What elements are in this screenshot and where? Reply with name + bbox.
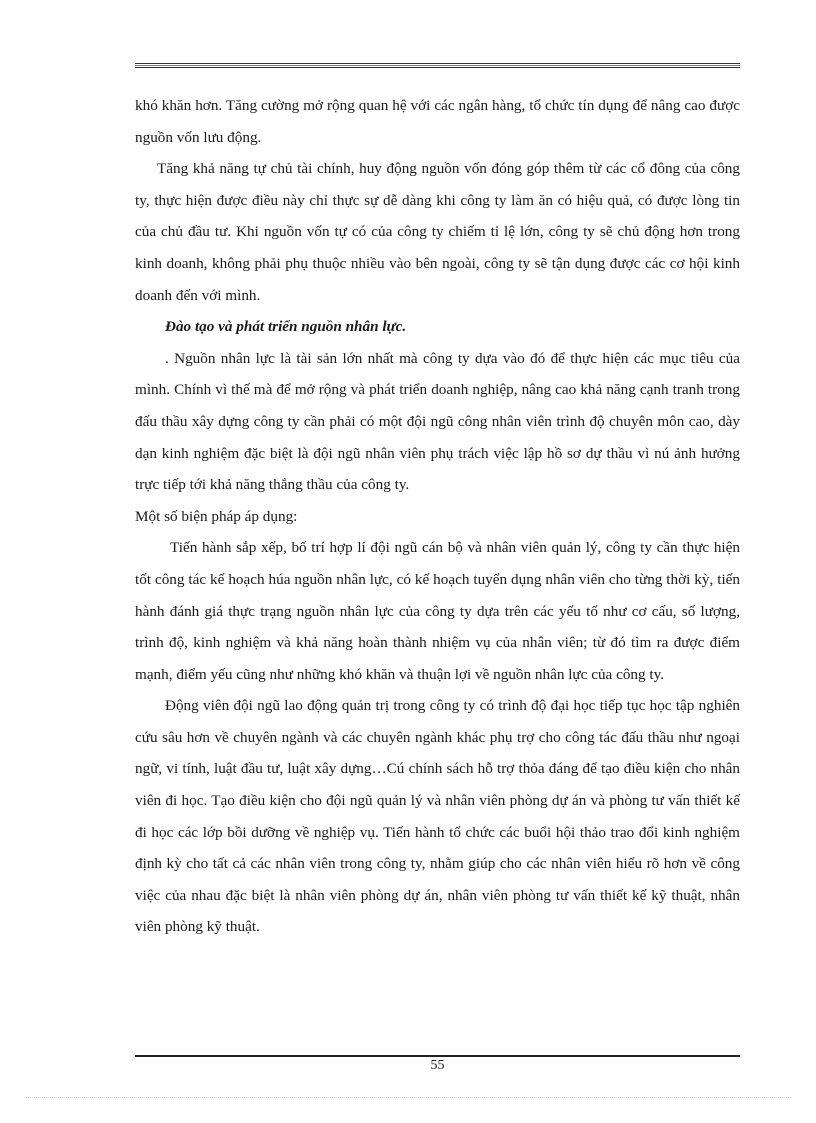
- page-body: [135, 90, 740, 943]
- paragraph-financial-autonomy: Tăng khả năng tự chủ tài chính, huy động nguồn vốn đóng góp thêm từ các cổ đông của công ty, thực hiện được điều này chỉ thực sự dễ dàng khi công ty làm ăn có hiệu quả, có được lòng tin của chủ đầu tư. Khi nguồn vốn tự có của công ty chiếm tỉ lệ lớn, công ty sẽ chủ động hơn trong kinh doanh, không phải phụ thuộc nhiều vào bên ngoài, công ty sẽ tận dụng được các cơ hội kinh doanh đến với mình.: [135, 160, 740, 304]
- section-heading-training: Đào tạo và phát triển nguồn nhân lực.: [165, 318, 407, 336]
- footer-rule: [135, 1055, 740, 1057]
- paragraph-capital-mobilization: khó khăn hơn. Tăng cường mở rộng quan hệ với các ngân hàng, tổ chức tín dụng để nâng cao được nguồn vốn lưu động.: [135, 97, 740, 146]
- page-bottom-border: [25, 1097, 791, 1098]
- page-number: 55: [430, 1058, 445, 1073]
- header-double-rule: [135, 63, 740, 68]
- measures-label: Một số biện pháp áp dụng:: [135, 507, 298, 525]
- paragraph-staff-development: Động viên đội ngũ lao động quản trị trong công ty có trình độ đại học tiếp tục học tập nghiên cứu sâu hơn về chuyên ngành và các chuyên ngành khác phụ trợ cho công tác đấu thầu như ngoại ngữ, vi tính, luật đầu tư, luật xây dựng…Cú chính sách hỗ trợ thỏa đáng để tạo điều kiện cho nhân viên đi học. Tạo điều kiện cho đội ngũ quản lý và nhân viên phòng dự án và phòng tư vấn thiết kế đi học các lớp bồi dưỡng về nghiệp vụ. Tiến hành tổ chức các buổi hội thảo trao đổi kinh nghiệm định kỳ cho tất cả các nhân viên trong công ty, nhằm giúp cho các nhân viên hiểu rõ hơn về công việc của nhau đặc biệt là nhân viên phòng dự án, nhân viên phòng tư vấn thiết kế kỹ thuật, nhân viên phòng kỹ thuật.: [135, 697, 740, 936]
- paragraph-human-resources: . Nguồn nhân lực là tài sản lớn nhất mà công ty dựa vào đó để thực hiện các mục tiêu của mình. Chính vì thế mà để mở rộng và phát triển doanh nghiệp, nâng cao khả năng cạnh tranh trong đấu thầu xây dựng công ty cần phải có một đội ngũ công nhân viên trình độ chuyên môn cao, dày dạn kinh nghiệm đặc biệt là đội ngũ nhân viên phụ trách việc lập hồ sơ dự thầu vì nú ảnh hưởng trực tiếp tới khả năng thắng thầu của công ty.: [135, 349, 740, 494]
- paragraph-staff-arrangement: Tiến hành sắp xếp, bố trí hợp lí đội ngũ cán bộ và nhân viên quản lý, công ty cần thực hiện tốt công tác kế hoạch húa nguồn nhân lực, có kế hoạch tuyển dụng nhân viên cho từng thời kỳ, tiến hành đánh giá thực trạng nguồn nhân lực của công ty dựa trên các yếu tố như cơ cấu, số lượng, trình độ, kinh nghiệm và khả năng hoàn thành nhiệm vụ của nhân viên; từ đó tìm ra được điểm mạnh, điểm yếu cũng như những khó khăn và thuận lợi về nguồn nhân lực của công ty.: [135, 539, 740, 683]
